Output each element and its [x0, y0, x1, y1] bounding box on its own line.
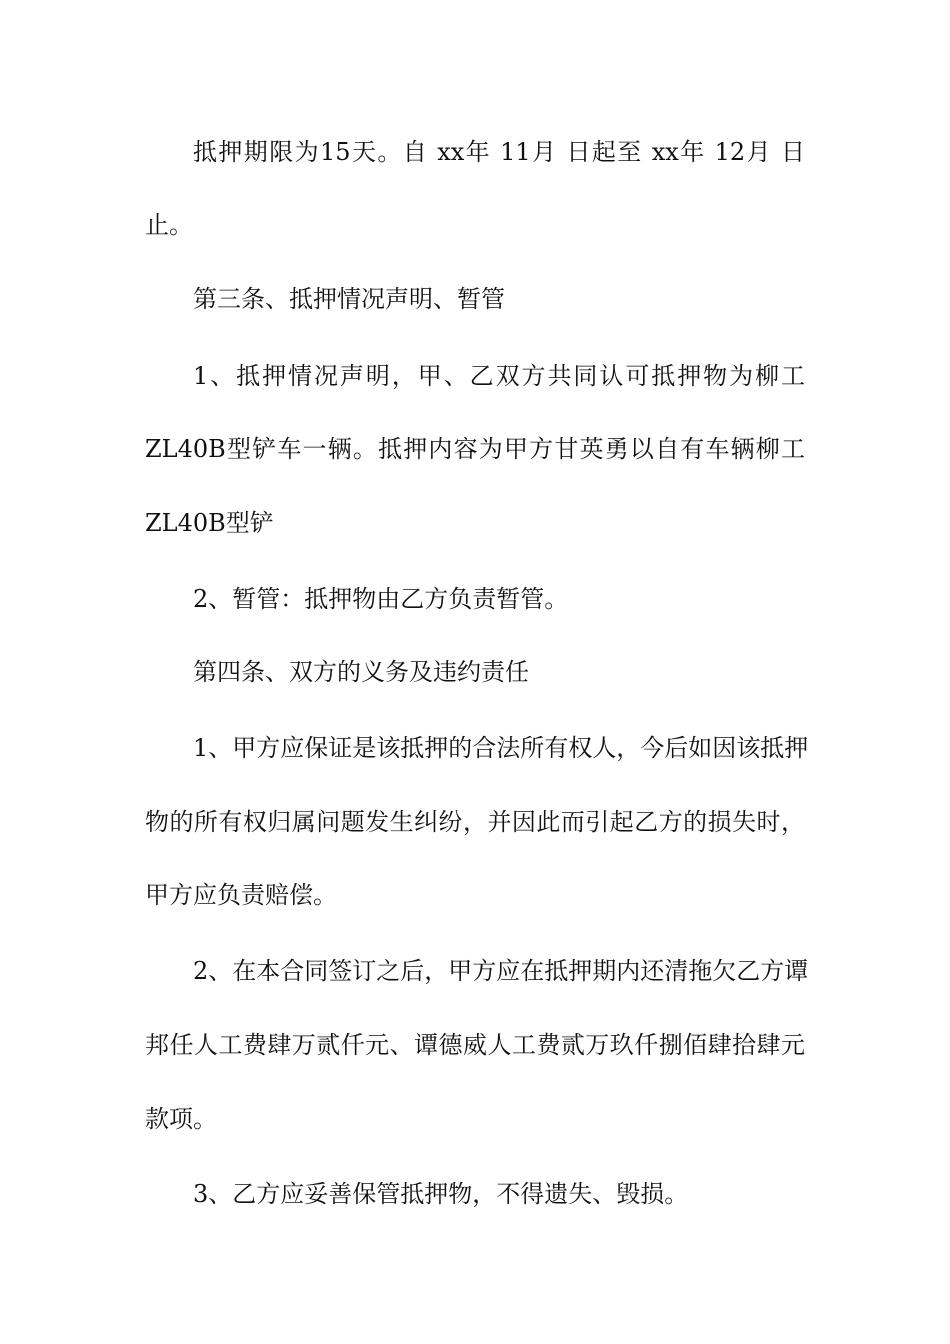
text-line: 1、甲方应保证是该抵押的合法所有权人，今后如因该抵押: [193, 734, 809, 762]
text-line: 款项。: [145, 1105, 217, 1133]
text-line: 1、抵押情况声明，甲、乙双方共同认可抵押物为柳工: [193, 362, 805, 390]
section-heading: 第三条、抵押情况声明、暂管: [193, 285, 505, 313]
text-line: 邦任人工费肆万贰仟元、谭德威人工费贰万玖仟捌佰肆拾肆元: [145, 1031, 805, 1059]
text-line: 物的所有权归属问题发生纠纷，并因此而引起乙方的损失时，: [145, 808, 805, 836]
text-line: ZL40B型铲车一辆。抵押内容为甲方甘英勇以自有车辆柳工: [145, 435, 805, 463]
text-line: 抵押期限为15天。自 xx年 11月 日起至 xx年 12月 日: [193, 138, 805, 166]
text-line: 2、暂管：抵押物由乙方负责暂管。: [193, 585, 569, 613]
text-line: ZL40B型铲: [145, 509, 274, 537]
text-line: 2、在本合同签订之后，甲方应在抵押期内还清拖欠乙方谭: [193, 957, 809, 985]
text-line: 止。: [145, 211, 193, 239]
text-line: 甲方应负责赔偿。: [145, 881, 337, 909]
text-line: 3、乙方应妥善保管抵押物，不得遗失、毁损。: [193, 1180, 689, 1208]
section-heading: 第四条、双方的义务及违约责任: [193, 658, 529, 686]
